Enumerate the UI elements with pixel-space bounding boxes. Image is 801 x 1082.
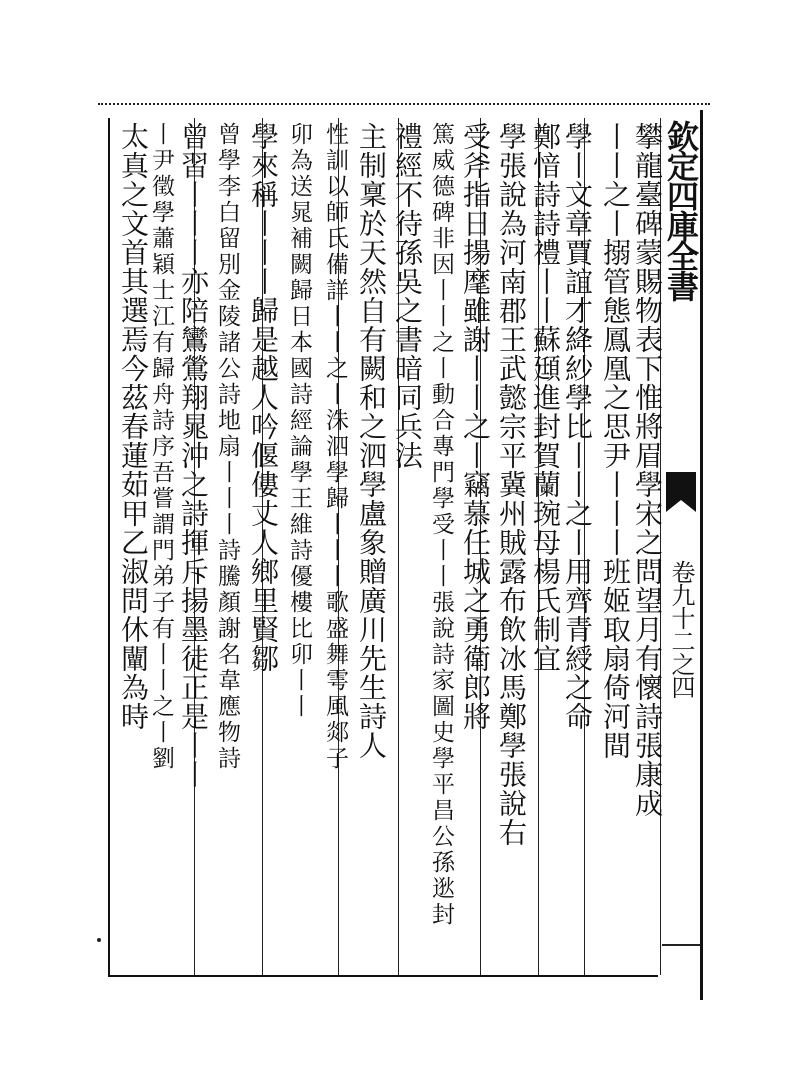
text-line: 受斧指日揚麾雖謝丨丨之丨竊慕任城之勇衛郎將: [459, 122, 492, 731]
text-line: 鄭愔詩詩禮丨丨蘇頲進封賀蘭琬母楊氏制宜: [529, 122, 562, 673]
frame-top-border: [98, 103, 710, 105]
text-column: [104, 122, 154, 972]
frame-bottom-border: [108, 975, 658, 977]
frame-right-border: [700, 110, 703, 1000]
text-line: 曾學李白留別金陵諸公詩地扇丨丨丨詩騰顏謝名韋應物詩: [214, 122, 240, 772]
text-line: 篤威德碑非因丨丨之丨動合專門學受丨丨張說詩家圖史學平昌公孫逖封: [428, 122, 454, 928]
text-line: 丨丨之丨搦管態鳳凰之思尹丨丨丨班姬取扇倚河間: [599, 122, 632, 760]
volume-label: 卷九十二之四: [667, 560, 695, 698]
text-line: 禮經不待孫吳之書暗同兵法: [391, 122, 424, 470]
text-line: 學丨文章賈誼才絳紗學比丨丨之丨用齊青綬之命: [561, 122, 594, 731]
book-title: 欽定四庫全書: [662, 120, 700, 300]
text-line: 學張說為河南郡王武懿宗平冀州賊露布飲冰馬鄭學張說右: [495, 122, 528, 847]
text-line: 卯為送晁補闕歸日本國詩經論學王維詩優樓比卯丨丨: [286, 122, 312, 720]
margin-mark: [97, 938, 101, 942]
text-line: 性訓以師氏備詳丨丨之丨洙泗學歸丨丨丨歌盛舞雩風郯子: [322, 122, 348, 772]
text-line: 主制稟於天然自有闕和之泗學盧象贈廣川先生詩人: [355, 122, 388, 760]
text-line: 曾習丨丨丨亦陪鸞鶯翔晁沖之詩揮斥揚墨徒正是丨丨: [177, 122, 210, 789]
text-line: 丨尹徵學蕭穎士江有歸舟詩序吾嘗謂門弟子有丨丨之丨劉: [148, 122, 174, 772]
text-line: 攀龍臺碑蒙賜物表下惟將眉學宋之問望月有懷詩張康成: [631, 122, 664, 818]
text-line: 太真之文首其選焉今茲春蓮茹甲乙淑問休闡為時: [117, 122, 150, 731]
fishtail-mark-icon: [666, 472, 696, 512]
text-line: 學來稱丨丨丨歸是越人吟偃僂丈人鄉里賢鄒: [247, 122, 280, 673]
